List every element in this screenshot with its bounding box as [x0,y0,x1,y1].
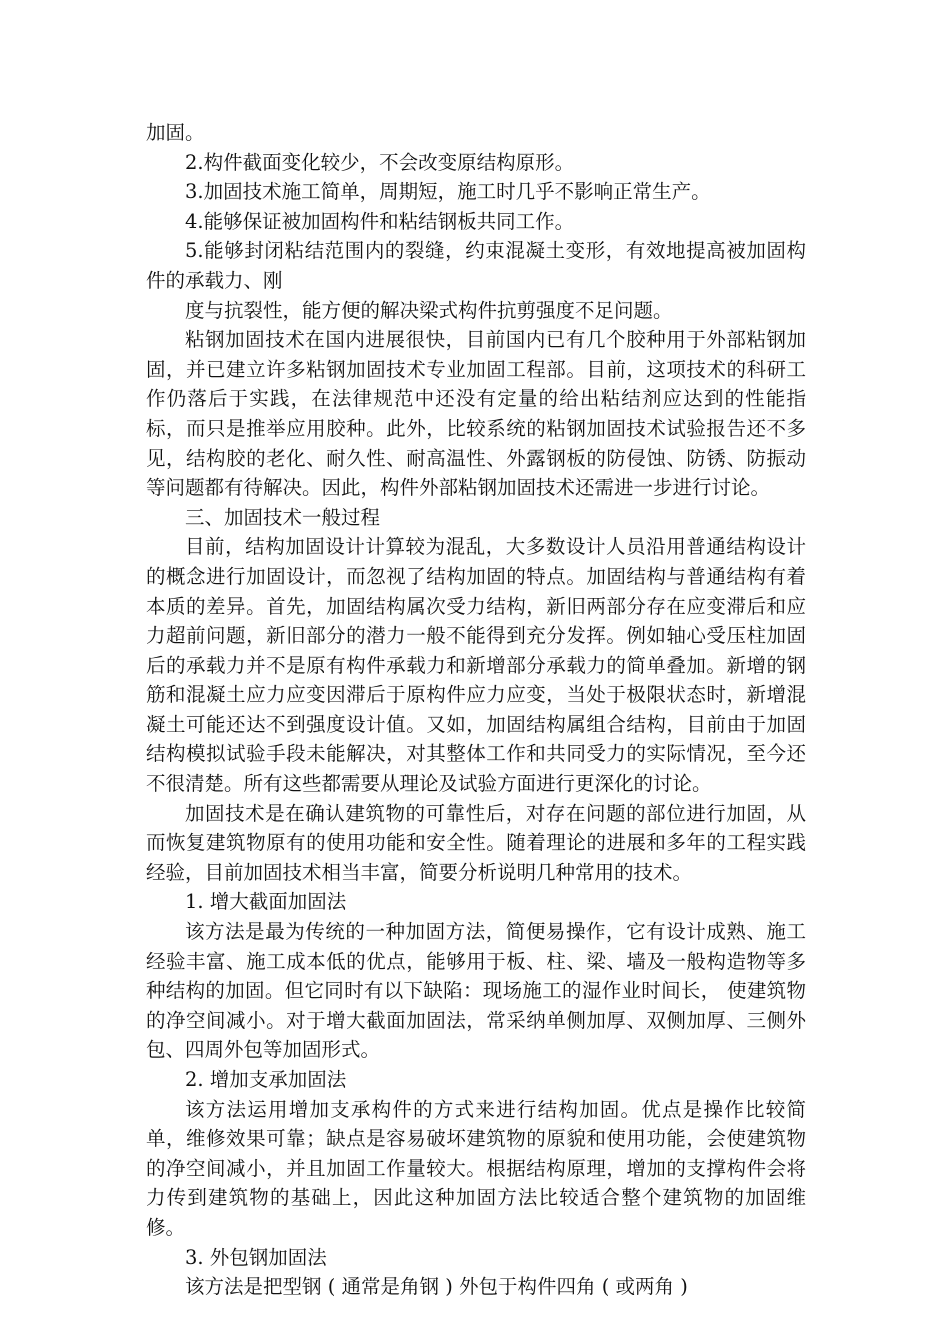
paragraph-steel-encasing: 该方法是把型钢 ( 通常是角钢 ) 外包于构件四角 ( 或两角 ) [185,1275,688,1299]
paragraph-added-support: 该方法运用增加支承构件的方式来进行结构加固。优点是操作比较简单，维修效果可靠；缺点是容易破坏建筑物的原貌和使用功能，会使建筑物的净空间减小，并且加固工作量较大。根据结构原理，增加的支撑构件会将力传到建筑物的基础上，因此这种加固方法比较适合整个建筑物的加固维修。 [146,1097,806,1239]
section-heading-3: 三、加固技术一般过程 [185,505,381,529]
list-item-2: 2.构件截面变化较少，不会改变原结构原形。 [185,150,575,174]
subheading-1: 1. 增大截面加固法 [185,890,347,914]
paragraph-reinforcement-overview: 加固技术是在确认建筑物的可靠性后，对存在问题的部位进行加固，从而恢复建筑物原有的使用功能和安全性。随着理论的进展和多年的工程实践经验，目前加固技术相当丰富，简要分析说明几种常用的技术。 [146,801,806,884]
list-item-5-continued: 度与抗裂性，能方便的解决梁式构件抗剪强度不足问题。 [185,298,673,322]
paragraph-continuation: 加固。 [146,121,205,144]
subheading-2: 2. 增加支承加固法 [185,1068,347,1091]
list-item-3: 3.加固技术施工简单，周期短，施工时几乎不影响正常生产。 [185,180,711,204]
subheading-3: 3. 外包钢加固法 [185,1245,327,1269]
paragraph-steel-bonding: 粘钢加固技术在国内进展很快，目前国内已有几个胶种用于外部粘钢加固，并已建立许多粘钢加固技术专业加固工程部。目前，这项技术的科研工作仍落后于实践，在法律规范中还没有定量的给出粘结剂应达到的性能指标，而只是推举应用胶种。此外，比较系统的粘钢加固技术试验报告还不多见，结构胶的老化、耐久性、耐高温性、外露钢板的防侵蚀、防锈、防振动等问题都有待解决。因此，构件外部粘钢加固技术还需进一步进行讨论。 [146,328,806,500]
list-item-5: 5.能够封闭粘结范围内的裂缝，约束混凝土变形，有效地提高被加固构件的承载力、刚 [146,239,806,292]
paragraph-enlarged-section: 该方法是最为传统的一种加固方法，简便易操作，它有设计成熟、施工经验丰富、施工成本低的优点，能够用于板、柱、梁、墙及一般构造物等多种结构的加固。但它同时有以下缺陷：现场施工的湿作业时间长， 使建筑物的净空间减小。对于增大截面加固法，常采纳单侧加厚、双侧加厚、三侧外包、四周外包等加固形式。 [146,920,806,1062]
paragraph-design-calculation: 目前，结构加固设计计算较为混乱，大多数设计人员沿用普通结构设计的概念进行加固设计，而忽视了结构加固的特点。加固结构与普通结构有着本质的差异。首先，加固结构属次受力结构，新旧两部分存在应变滞后和应力超前问题，新旧部分的潜力一般不能得到充分发挥。例如轴心受压柱加固后的承载力并不是原有构件承载力和新增部分承载力的简单叠加。新增的钢筋和混凝土应力应变因滞后于原构件应力应变，当处于极限状态时，新增混凝土可能还达不到强度设计值。又如，加固结构属组合结构，目前由于加固结构模拟试验手段未能解决，对其整体工作和共同受力的实际情况，至今还不很清楚。所有这些都需要从理论及试验方面进行更深化的讨论。 [146,535,806,796]
document-body [146,118,806,1302]
list-item-4: 4.能够保证被加固构件和粘结钢板共同工作。 [185,209,575,233]
